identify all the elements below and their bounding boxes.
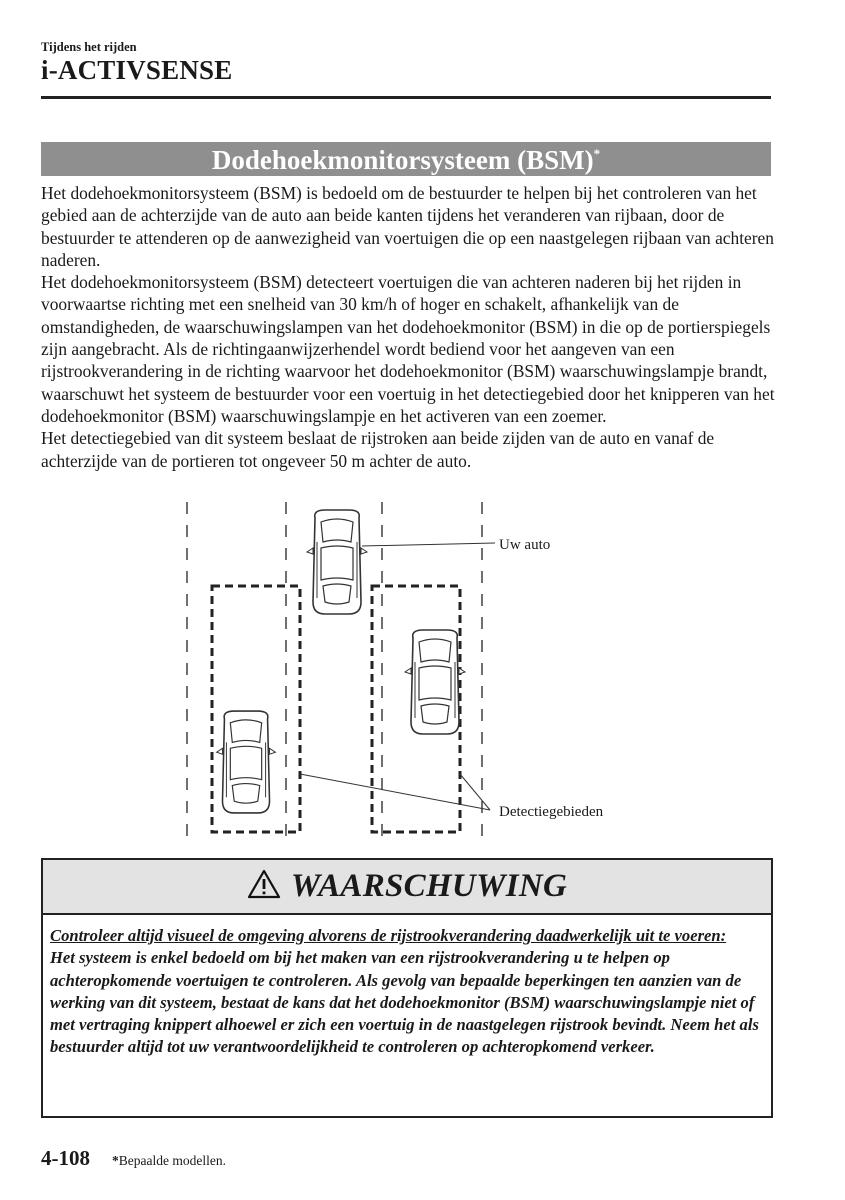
footnote: [112, 1153, 226, 1169]
page-number: 4-108: [41, 1146, 90, 1170]
own-car-leader: [362, 543, 495, 546]
paragraph: Het dodehoekmonitorsysteem (BSM) is bedoeld om de bestuurder te helpen bij het controleren van het gebied aan de achterzijde van de auto aan beide kanten tijdens het veranderen van rijbaan, door de bestuurder te attenderen op de aanwezigheid van voertuigen die op een naastgelegen rijbaan van achteren naderen.: [41, 183, 774, 270]
footnote-marker: *: [112, 1153, 119, 1168]
title-marker: *: [593, 146, 601, 161]
warning-body: [43, 915, 771, 1059]
page-title: Dodehoekmonitorsysteem (BSM): [211, 145, 594, 175]
footer: [41, 1146, 226, 1171]
car-icon: [405, 630, 465, 734]
title-bar: [41, 142, 771, 176]
footnote-text: Bepaalde modellen.: [118, 1153, 226, 1168]
paragraph: Het dodehoekmonitorsysteem (BSM) detecteert voertuigen die van achteren naderen bij het rijden in voorwaartse richting met een snelheid van 30 km/h of hoger en schakelt, afhankelijk van de omstandigheden, de waarschuwingslampen van het dodehoekmonitor (BSM) in die op de portierspiegels zijn aangebracht. Als de richtingaanwijzerhendel wordt bediend voor het aangeven van een rijstrookverandering in de richting waarvoor het dodehoekmonitor (BSM) waarschuwingslampje brandt, waarschuwt het systeem de bestuurder voor een voertuig in het detectiegebied door het knipperen van het dodehoekmonitor (BSM) waarschuwingslampje en het activeren van een zoemer.: [41, 272, 775, 426]
warning-header: [43, 860, 771, 915]
paragraph: Het detectiegebied van dit systeem beslaat de rijstroken aan beide zijden van de auto en vanaf de achterzijde van de portieren tot ongeveer 50 m achter de auto.: [41, 428, 715, 471]
body-text: [41, 182, 776, 472]
warning-triangle-icon: [247, 869, 281, 904]
bsm-diagram: [170, 498, 630, 850]
label-own-car: Uw auto: [499, 537, 551, 553]
chapter-label: Tijdens het rijden: [41, 40, 137, 54]
header-rule: [41, 96, 771, 99]
warning-title: WAARSCHUWING: [290, 868, 568, 904]
label-detection-areas: Detectiegebieden: [499, 804, 604, 820]
warning-heading: Controleer altijd visueel de omgeving alvorens de rijstrookverandering daadwerkelijk uit te voeren:: [50, 926, 727, 945]
car-icon: [217, 711, 276, 813]
section-title: i-ACTIVSENSE: [41, 55, 233, 85]
warning-text: Het systeem is enkel bedoeld om bij het maken van een rijstrookverandering u te helpen op achteropkomende voertuigen te controleren. Als gevolg van bepaalde beperkingen ten aanzien van de werking van dit systeem, bestaat de kans dat het dodehoekmonitor (BSM) waarschuwingslampje niet of met vertraging knippert alhoewel er zich een voertuig in de naastgelegen rijstrook bevindt. Neem het als bestuurder altijd tot uw verantwoordelijkheid te controleren op achteropkomend verkeer.: [50, 948, 759, 1057]
detection-leader-right: [460, 774, 490, 810]
own-car-icon: [307, 510, 367, 614]
warning-box: [41, 858, 773, 1118]
